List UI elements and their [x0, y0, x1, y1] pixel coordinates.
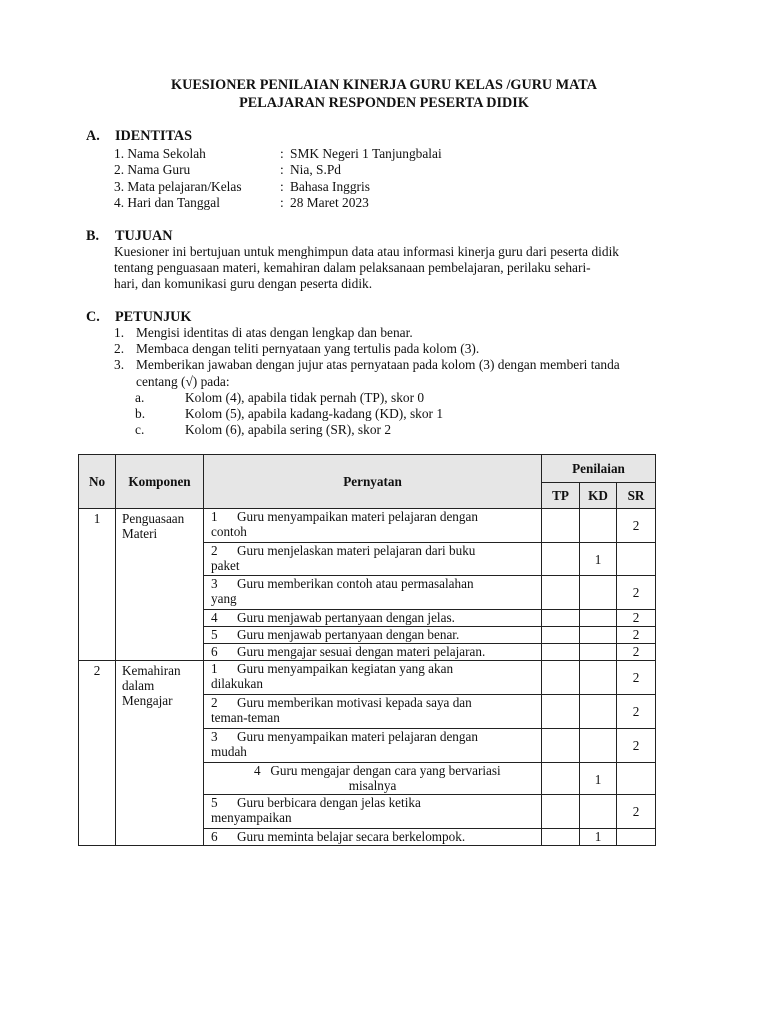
identity-colon: : [280, 195, 284, 210]
section-letter: C. [86, 309, 100, 325]
score-kd-cell[interactable]: 1 [580, 829, 617, 846]
score-tp-cell[interactable] [542, 729, 580, 763]
statement-text: menyampaikan [211, 810, 292, 825]
statement-text: yang [211, 591, 237, 606]
paragraph-line: tentang penguasaan materi, kemahiran dalam pelaksanaan pembelajaran, perilaku sehari- [114, 260, 591, 275]
statement-number: 3 [211, 576, 218, 591]
section-petunjuk-heading [86, 309, 191, 325]
title-line-1: KUESIONER PENILAIAN KINERJA GURU KELAS /GURU MATA [171, 77, 597, 93]
statement-text: Guru menyampaikan materi pelajaran dengan [237, 509, 478, 524]
statement-number: 2 [211, 695, 218, 710]
identity-label: 2. Nama Guru [114, 162, 191, 177]
row-number: 2 [79, 661, 116, 846]
statement-text: paket [211, 558, 240, 573]
identity-colon: : [280, 179, 284, 194]
title-line-2: PELAJARAN RESPONDEN PESERTA DIDIK [239, 95, 529, 111]
statement-text: Guru menjawab pertanyaan dengan benar. [237, 627, 460, 642]
paragraph-line: hari, dan komunikasi guru dengan peserta didik. [114, 276, 373, 291]
score-tp-cell[interactable] [542, 509, 580, 543]
statement-cell [204, 763, 542, 795]
step-number: 2. [114, 341, 125, 356]
komponen-line: Kemahiran [122, 663, 181, 678]
identity-colon: : [280, 146, 284, 161]
statement-text: Guru mengajar dengan cara yang bervariasi [270, 763, 501, 778]
statement-number: 6 [211, 829, 218, 844]
section-tujuan-heading [86, 228, 173, 244]
table-body [79, 509, 656, 846]
document-title [0, 76, 768, 112]
score-sr-cell[interactable]: 2 [617, 610, 656, 627]
section-identitas-heading [86, 128, 192, 144]
tujuan-paragraph [114, 244, 694, 292]
statement-text: Guru meminta belajar secara berkelompok. [237, 829, 466, 844]
score-tp-cell[interactable] [542, 644, 580, 661]
step-text: Memberikan jawaban dengan jujur atas pernyataan pada kolom (3) dengan memberi tanda [136, 357, 620, 372]
score-sr-cell[interactable]: 2 [617, 509, 656, 543]
statement-text: Guru menyampaikan kegiatan yang akan [237, 661, 454, 676]
score-sr-cell[interactable]: 2 [617, 661, 656, 695]
step-text: centang (√) pada: [136, 374, 230, 389]
statement-cell [204, 661, 542, 695]
identity-value: Nia, S.Pd [290, 162, 341, 177]
score-sr-cell[interactable]: 2 [617, 627, 656, 644]
statement-number: 6 [211, 644, 218, 659]
komponen-cell [116, 509, 204, 661]
header-kd: KD [580, 483, 617, 509]
score-tp-cell[interactable] [542, 627, 580, 644]
section-heading-text: PETUNJUK [115, 309, 192, 325]
statement-text: Guru menjawab pertanyaan dengan jelas. [237, 610, 455, 625]
statement-text: Guru memberikan contoh atau permasalahan [237, 576, 474, 591]
statement-number: 3 [211, 729, 218, 744]
statement-text: teman-teman [211, 710, 280, 725]
score-kd-cell[interactable] [580, 576, 617, 610]
header-sr: SR [617, 483, 656, 509]
score-sr-cell[interactable]: 2 [617, 695, 656, 729]
header-pernyataan: Pernyatan [204, 455, 542, 509]
questionnaire-table [78, 454, 656, 846]
score-kd-cell[interactable]: 1 [580, 763, 617, 795]
statement-text: contoh [211, 524, 247, 539]
statement-number: 4 [211, 610, 218, 625]
table-row [79, 509, 656, 543]
statement-cell [204, 829, 542, 846]
substep-text: Kolom (6), apabila sering (SR), skor 2 [185, 422, 392, 437]
step-number: 1. [114, 325, 125, 340]
komponen-line: dalam [122, 678, 155, 693]
identity-label: 3. Mata pelajaran/Kelas [114, 179, 242, 194]
paragraph-line: Kuesioner ini bertujuan untuk menghimpun data atau informasi kinerja guru dari peserta didik [114, 244, 619, 259]
score-sr-cell[interactable] [617, 543, 656, 576]
section-letter: A. [86, 128, 100, 144]
score-tp-cell[interactable] [542, 695, 580, 729]
score-sr-cell[interactable] [617, 829, 656, 846]
header-komponen: Komponen [116, 455, 204, 509]
section-letter: B. [86, 228, 100, 244]
identity-colon: : [280, 162, 284, 177]
komponen-line: Penguasaan [122, 511, 185, 526]
identity-label: 1. Nama Sekolah [114, 146, 206, 161]
statement-number: 2 [211, 543, 218, 558]
statement-number: 5 [211, 795, 218, 810]
score-sr-cell[interactable] [617, 763, 656, 795]
score-kd-cell[interactable] [580, 795, 617, 829]
identity-value: 28 Maret 2023 [290, 195, 369, 210]
score-kd-cell[interactable] [580, 509, 617, 543]
komponen-line: Materi [122, 526, 158, 541]
komponen-cell [116, 661, 204, 846]
step-text: Membaca dengan teliti pernyataan yang tertulis pada kolom (3). [136, 341, 480, 356]
statement-cell [204, 729, 542, 763]
statement-text: Guru berbicara dengan jelas ketika [237, 795, 421, 810]
score-sr-cell[interactable]: 2 [617, 576, 656, 610]
identity-value: Bahasa Inggris [290, 179, 370, 194]
score-kd-cell[interactable] [580, 695, 617, 729]
statement-cell [204, 795, 542, 829]
statement-cell [204, 509, 542, 543]
statement-number: 5 [211, 627, 218, 642]
score-tp-cell[interactable] [542, 576, 580, 610]
statement-number: 1 [211, 661, 218, 676]
score-tp-cell[interactable] [542, 543, 580, 576]
header-penilaian: Penilaian [542, 455, 656, 483]
score-tp-cell[interactable] [542, 661, 580, 695]
score-kd-cell[interactable] [580, 627, 617, 644]
statement-text: Guru mengajar sesuai dengan materi pelajaran. [237, 644, 486, 659]
row-number: 1 [79, 509, 116, 661]
score-tp-cell[interactable] [542, 763, 580, 795]
score-tp-cell[interactable] [542, 795, 580, 829]
substep-text: Kolom (4), apabila tidak pernah (TP), skor 0 [185, 390, 425, 405]
step-number: 3. [114, 357, 125, 372]
table-row [79, 661, 656, 695]
statement-text: misalnya [348, 778, 397, 793]
statement-cell [204, 543, 542, 576]
identity-label: 4. Hari dan Tanggal [114, 195, 220, 210]
header-no: No [79, 455, 116, 509]
komponen-line: Mengajar [122, 693, 173, 708]
statement-cell [204, 610, 542, 627]
statement-cell [204, 576, 542, 610]
header-tp: TP [542, 483, 580, 509]
substep-letter: c. [135, 422, 145, 437]
score-kd-cell[interactable] [580, 661, 617, 695]
section-heading-text: TUJUAN [115, 228, 173, 244]
score-sr-cell[interactable]: 2 [617, 729, 656, 763]
statement-cell [204, 644, 542, 661]
score-sr-cell[interactable]: 2 [617, 644, 656, 661]
score-kd-cell[interactable]: 1 [580, 543, 617, 576]
score-kd-cell[interactable] [580, 729, 617, 763]
score-kd-cell[interactable] [580, 644, 617, 661]
statement-number: 4 [254, 763, 261, 778]
substep-letter: b. [135, 406, 146, 421]
identity-value: SMK Negeri 1 Tanjungbalai [290, 146, 442, 161]
section-heading-text: IDENTITAS [115, 128, 193, 144]
substep-text: Kolom (5), apabila kadang-kadang (KD), skor 1 [185, 406, 444, 421]
statement-cell [204, 627, 542, 644]
step-text: Mengisi identitas di atas dengan lengkap dan benar. [136, 325, 413, 340]
statement-number: 1 [211, 509, 218, 524]
substep-letter: a. [135, 390, 145, 405]
statement-cell [204, 695, 542, 729]
score-sr-cell[interactable]: 2 [617, 795, 656, 829]
statement-text: dilakukan [211, 676, 264, 691]
statement-text: Guru memberikan motivasi kepada saya dan [237, 695, 472, 710]
statement-text: Guru menjelaskan materi pelajaran dari buku [237, 543, 476, 558]
score-kd-cell[interactable] [580, 610, 617, 627]
score-tp-cell[interactable] [542, 829, 580, 846]
statement-text: Guru menyampaikan materi pelajaran dengan [237, 729, 478, 744]
statement-text: mudah [211, 744, 247, 759]
score-tp-cell[interactable] [542, 610, 580, 627]
